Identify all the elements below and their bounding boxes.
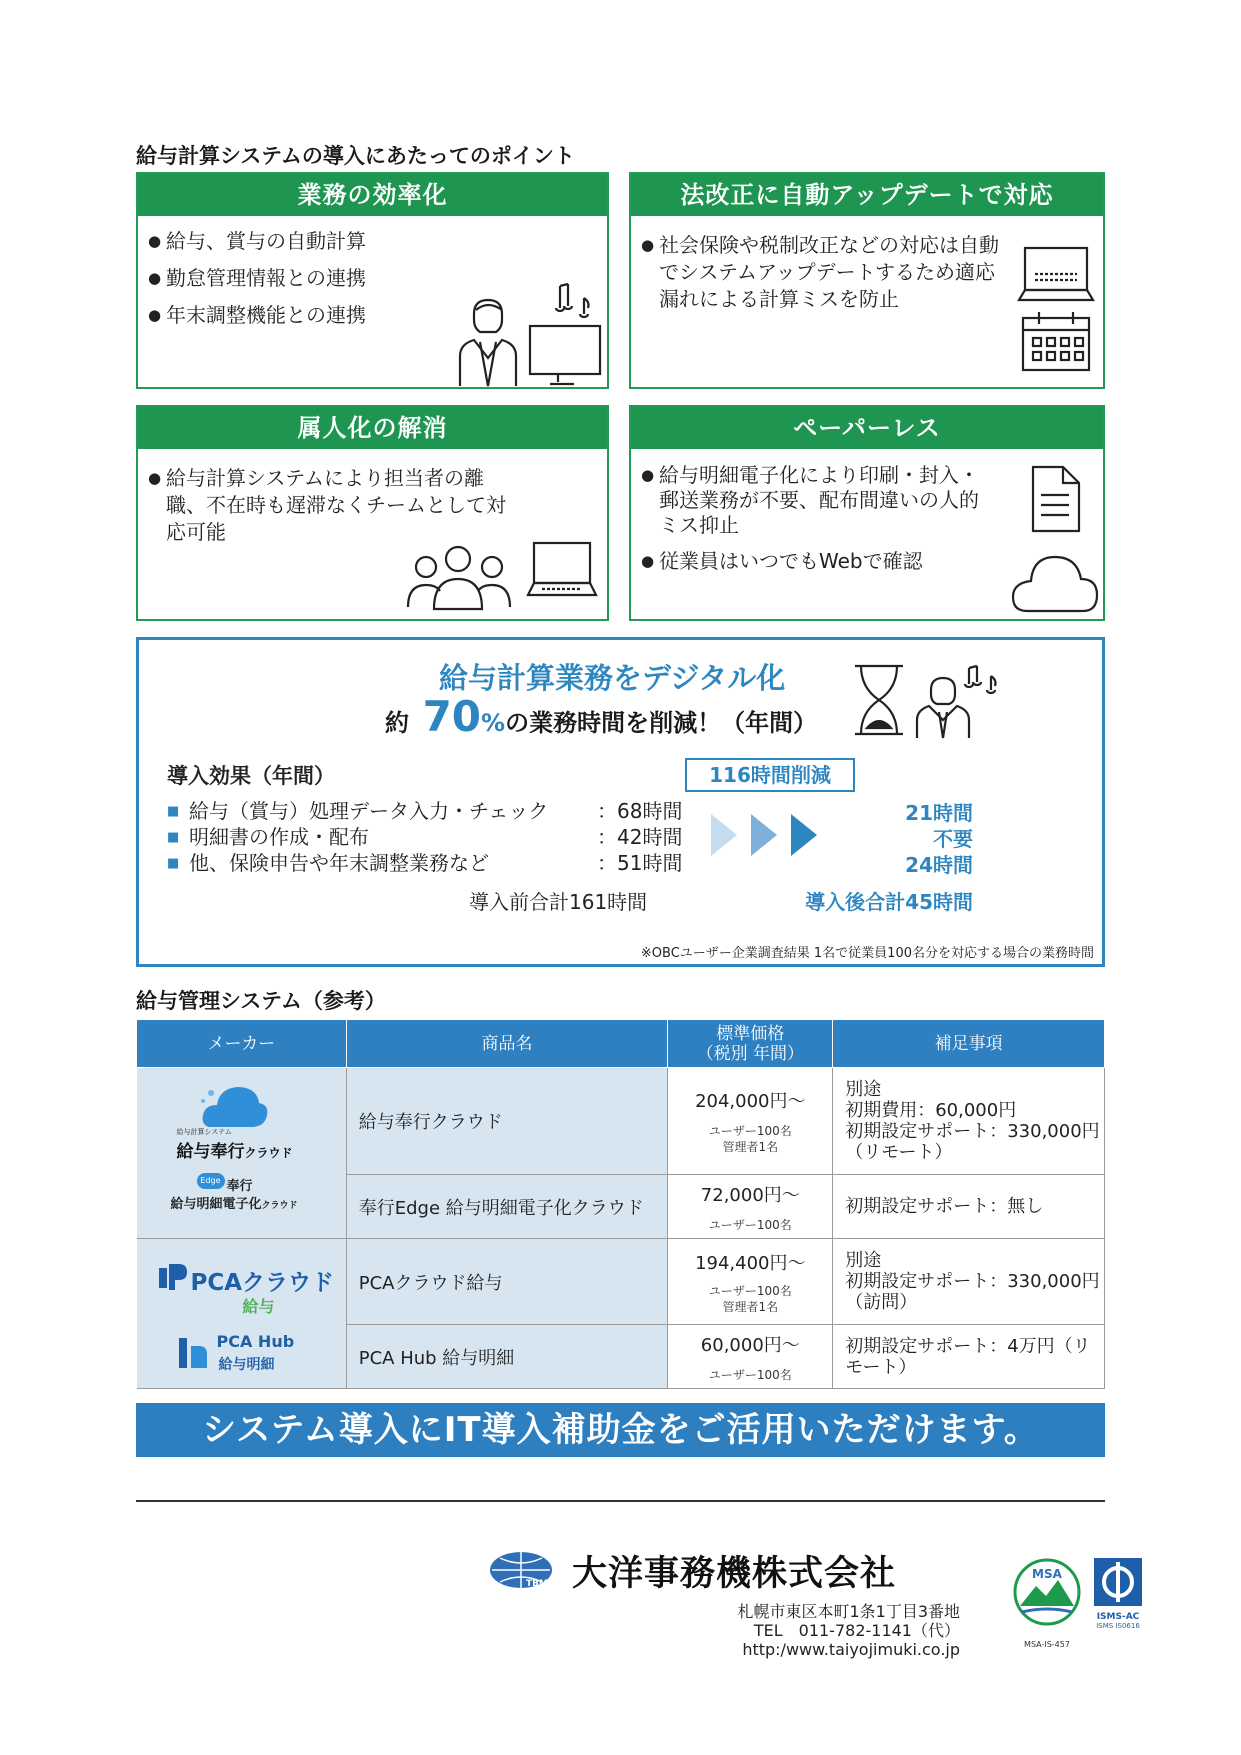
laptop-calendar-icon: [1017, 244, 1099, 374]
effect-item-label: 明細書の作成・配布: [189, 825, 369, 849]
card-legal-update-title: 法改正に自動アップデートで対応: [631, 174, 1103, 216]
price-sub1: ユーザー100名: [708, 1124, 792, 1138]
price-sub2: 管理者1名: [722, 1299, 779, 1314]
obc2-suffix: クラウド: [261, 1201, 298, 1211]
square-bullet-icon: ■: [167, 830, 180, 845]
isms-code: IS0616: [1115, 1622, 1140, 1630]
note-line: 初期設定サポート：4万円（リ: [845, 1335, 1091, 1357]
obc-kyuyo-bugyo-logo: [137, 1073, 346, 1169]
note-line: 初期費用：60,000円: [845, 1100, 1017, 1121]
col-header-price: [668, 1020, 833, 1068]
percent-sign: %: [481, 709, 506, 737]
note-line: 初期設定サポート：330,000円: [845, 1271, 1100, 1292]
after-value: 21時間: [905, 801, 973, 825]
obc1-small-text: 給与計算システム: [176, 1128, 232, 1136]
card-dependency: [136, 405, 609, 621]
product-name: 給与奉行クラウド: [346, 1068, 668, 1175]
company-logo-text: TBM: [526, 1579, 548, 1589]
before-total: 導入前合計161時間: [469, 890, 648, 914]
product-name: 奉行Edge 給与明細電子化クラウド: [346, 1175, 668, 1239]
effect-item-before: ：68時間: [597, 799, 683, 823]
person-at-monitor-icon: [454, 278, 604, 388]
col-header-price-line1: 標準価格: [716, 1023, 785, 1044]
price-sub1: ユーザー100名: [708, 1367, 792, 1382]
points-title: 給与計算システムの導入にあたってのポイント: [136, 144, 575, 168]
pca-mark-icon: [157, 1262, 187, 1292]
company-name: 大洋事務機株式会社: [572, 1554, 897, 1594]
note-line: 初期設定サポート：330,000円: [845, 1121, 1100, 1142]
notes-cell: [833, 1325, 1105, 1389]
card-dependency-title: 属人化の解消: [138, 407, 607, 449]
price-sub1: ユーザー100名: [708, 1283, 792, 1298]
col-header-price-line2: （税別 年間）: [696, 1043, 804, 1064]
effect-item: [167, 850, 683, 876]
card-paperless-bullet: ● 従業員はいつでもWebで確認: [641, 548, 1093, 575]
card-efficiency-bullet: ● 年末調整機能との連携: [148, 302, 597, 329]
col-header-product: 商品名: [346, 1020, 668, 1068]
msa-certification-mark: [1012, 1556, 1082, 1652]
company-contact: [600, 1602, 960, 1659]
obc2-edge-badge: Edge: [197, 1173, 225, 1189]
notes-cell: [833, 1239, 1105, 1325]
isms-certification-mark: [1090, 1556, 1146, 1652]
pca-logos: [137, 1239, 347, 1389]
notes-cell: [833, 1175, 1105, 1239]
document-cloud-icon: [1007, 463, 1099, 615]
digital-effect-box: [136, 637, 1105, 967]
footer-divider: [136, 1500, 1105, 1502]
square-bullet-icon: ■: [167, 856, 180, 871]
isms-bottom-text: [1090, 1622, 1146, 1630]
pca-hub-mark-icon: [177, 1336, 207, 1370]
digital-headline: 給与計算業務をデジタル化: [439, 661, 786, 695]
price-value: 60,000円～: [700, 1334, 800, 1356]
price-cell: [668, 1325, 833, 1389]
isms-top-text: ISMS-AC: [1096, 1612, 1140, 1622]
reduction-badge: 116時間削減: [685, 758, 855, 792]
price-cell: [668, 1175, 833, 1239]
effect-title: 導入効果（年間）: [167, 764, 335, 788]
square-bullet-icon: ■: [167, 804, 180, 819]
effect-item: [167, 824, 683, 850]
after-value: 不要: [933, 827, 973, 851]
pca2-main: PCA Hub: [216, 1331, 295, 1351]
note-line: 初期設定サポート：無し: [845, 1196, 1044, 1217]
obc-edge-logo: [137, 1169, 346, 1233]
card-efficiency-bullet: ● 勤怠管理情報との連携: [148, 265, 597, 292]
notes-cell: [833, 1068, 1105, 1175]
pca-cloud-logo: [137, 1244, 346, 1324]
note-line: 別途: [845, 1250, 882, 1271]
isms-mark-icon: [1090, 1556, 1146, 1608]
product-name: PCAクラウド給与: [346, 1239, 668, 1325]
effect-item-before: ：42時間: [597, 825, 683, 849]
company-address: 札幌市東区本町1条1丁目3番地: [737, 1602, 960, 1621]
product-name: PCA Hub 給与明細: [346, 1325, 668, 1389]
obc2-main: 給与明細電子化: [170, 1197, 262, 1212]
effect-list: [167, 798, 683, 876]
msa-logo-text: MSA: [1032, 1567, 1062, 1581]
card-dependency-bullet: ● 給与計算システムにより担当者の離職、不在時も遅滞なくチームとして対応可能: [148, 465, 508, 546]
card-paperless: [629, 405, 1105, 621]
obc2-logo-text: [171, 1193, 298, 1212]
price-cell: [668, 1068, 833, 1175]
after-total: 導入後合計45時間: [805, 890, 973, 914]
card-efficiency-bullet: ● 給与、賞与の自動計算: [148, 228, 597, 255]
price-sub2: 管理者1名: [722, 1140, 779, 1154]
after-values: [779, 800, 973, 878]
card-efficiency-title: 業務の効率化: [138, 174, 607, 216]
team-laptop-icon: [406, 539, 602, 613]
sub-suffix: の業務時間を削減！（年間）: [505, 709, 818, 737]
obc2-top: 奉行: [226, 1179, 253, 1194]
note-line: （訪問）: [845, 1292, 918, 1313]
isms-bottom-label: ISMS: [1096, 1622, 1114, 1630]
effect-item-label: 給与（賞与）処理データ入力・チェック: [189, 799, 549, 823]
note-line: 別途: [845, 1079, 882, 1100]
company-globe-logo: [488, 1550, 554, 1590]
card-legal-update-bullet: ● 社会保険や税制改正などの対応は自動でシステムアップデートするため適応漏れによる計算ミスを防止: [641, 232, 1011, 313]
card-paperless-title: ペーパーレス: [631, 407, 1103, 449]
mgmt-title: 給与管理システム（参考）: [136, 989, 386, 1013]
digital-subheadline: [385, 692, 817, 741]
effect-item-before: ：51時間: [597, 851, 683, 875]
obc-logos: [137, 1068, 347, 1239]
company-url: http:/www.taiyojimuki.co.jp: [742, 1640, 960, 1659]
card-paperless-bullet: ● 給与明細電子化により印刷・封入・郵送業務が不要、配布間違いの人的ミス抑止: [641, 463, 991, 538]
sub-prefix: 約: [385, 709, 409, 737]
hourglass-person-icon: [853, 662, 1013, 742]
after-value: 24時間: [905, 853, 973, 877]
pca1-main: PCAクラウド: [190, 1269, 335, 1296]
cloud-logo-icon: [199, 1083, 269, 1129]
effect-item: [167, 798, 683, 824]
msa-mark-icon: [1012, 1556, 1082, 1636]
price-cell: [668, 1239, 833, 1325]
effect-item-label: 他、保険申告や年末調整業務など: [189, 851, 489, 875]
table-header-row: [137, 1020, 1105, 1068]
obc1-logo-text: [177, 1137, 293, 1162]
price-value: 204,000円～: [695, 1091, 806, 1112]
table-row: [137, 1239, 1105, 1325]
pca2-sub: 給与明細: [218, 1356, 275, 1373]
obc1-suffix: クラウド: [244, 1146, 293, 1160]
card-efficiency: [136, 172, 609, 389]
msa-code: MSA-IS-457: [1024, 1640, 1070, 1649]
obc1-main: 給与奉行: [176, 1142, 245, 1162]
price-sub1: ユーザー100名: [708, 1217, 792, 1232]
table-row: [137, 1068, 1105, 1175]
price-value: 194,400円～: [695, 1252, 806, 1274]
mgmt-table: [136, 1019, 1105, 1389]
col-header-maker: メーカー: [137, 1020, 347, 1068]
note-line: モート）: [845, 1356, 917, 1378]
subsidy-banner: システム導入にIT導入補助金をご活用いただけます。: [136, 1403, 1105, 1457]
digital-footnote: ※OBCユーザー企業調査結果 1名で従業員100名分を対応する場合の業務時間: [640, 946, 1094, 961]
pca-hub-logo: [137, 1324, 346, 1384]
company-tel: TEL 011-782-1141（代）: [753, 1621, 960, 1640]
percent-value: 70: [422, 692, 482, 741]
pca1-sub: 給与: [242, 1296, 275, 1316]
col-header-notes: 補足事項: [833, 1020, 1105, 1068]
card-legal-update: [629, 172, 1105, 389]
note-line: （リモート）: [845, 1142, 953, 1163]
price-value: 72,000円～: [700, 1184, 800, 1206]
